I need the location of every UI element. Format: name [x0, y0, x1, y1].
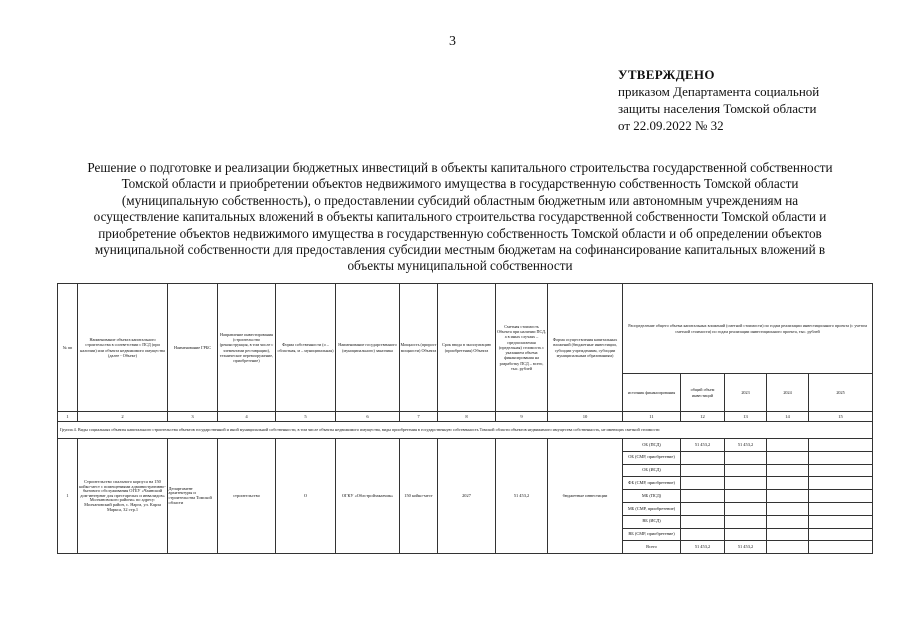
source-label-cell: ВБ (СМР, приобретение) [623, 528, 681, 541]
header-term: Срок ввода в эксплуатацию (приобретения) Объекта [438, 284, 496, 412]
investment-table [57, 283, 873, 554]
row-capacity-cell: 150 койко-мест [400, 439, 438, 554]
source-2023-cell [725, 528, 767, 541]
column-number-cell: 15 [809, 412, 873, 422]
source-label-cell: ОБ (СМР, приобретение) [623, 451, 681, 464]
source-2023-cell [725, 490, 767, 503]
source-2025-cell [809, 502, 873, 515]
header-row [58, 284, 873, 374]
approval-line-2: защиты населения Томской области [618, 101, 817, 116]
approval-line-1: приказом Департамента социальной [618, 84, 820, 99]
source-label-cell: МБ (СМР, приобретение) [623, 502, 681, 515]
source-2024-cell [767, 464, 809, 477]
row-developer-cell: ОГКУ «Облстройзаказчик» [336, 439, 400, 554]
row-num-cell: 1 [58, 439, 78, 554]
approval-line-3: от 22.09.2022 № 32 [618, 118, 724, 133]
row-term-cell: 2027 [438, 439, 496, 554]
approval-block [618, 66, 819, 134]
title-line: приобретение объектов недвижимого имущества в государственную собственность Томской области и об определении объектов [98, 225, 822, 241]
source-2025-cell [809, 451, 873, 464]
source-2025-cell [809, 490, 873, 503]
source-2023-cell: 51 453,2 [725, 439, 767, 452]
source-2023-cell [725, 464, 767, 477]
source-2024-cell [767, 451, 809, 464]
header-distribution: Распределение общего объема капитальных вложений (сметной стоимости) по годам реализации инвестиционного проекта (с учетом сметной стоимости) по годам реализации инвестиционного проекта, тыс. рублей [623, 284, 873, 374]
source-label-cell: ФБ (СМР, приобретение) [623, 477, 681, 490]
header-2025: 2025 [809, 374, 873, 412]
source-2023-cell [725, 502, 767, 515]
title-line: Томской области и приобретении объектов недвижимого имущества в государственную собственность Томской области [121, 176, 799, 192]
header-source: источник финансирования [623, 374, 681, 412]
source-2024-cell [767, 541, 809, 554]
source-2025-cell [809, 528, 873, 541]
source-total-cell [681, 451, 725, 464]
column-number-cell: 9 [496, 412, 548, 422]
header-2023: 2023 [725, 374, 767, 412]
source-2025-cell [809, 541, 873, 554]
source-total-cell [681, 515, 725, 528]
approval-heading: УТВЕРЖДЕНО [618, 67, 715, 82]
source-2024-cell [767, 502, 809, 515]
title-line: осуществление капитальных вложений в объекты капитального строительства государственной собственности Томской области и [93, 209, 827, 225]
source-label-cell: ВБ (ИСД) [623, 515, 681, 528]
source-total-cell [681, 490, 725, 503]
source-total-cell [681, 528, 725, 541]
header-capacity: Мощность (прирост мощности) Объекта [400, 284, 438, 412]
table-row [58, 439, 873, 452]
column-number-cell: 7 [400, 412, 438, 422]
column-number-cell: 5 [276, 412, 336, 422]
header-form: Форма осуществления капитальных вложений (бюджетные инвестиции, субсидии учреждениям, субсидии муниципальным образованиям) [548, 284, 623, 412]
column-number-cell: 1 [58, 412, 78, 422]
source-total-cell [681, 477, 725, 490]
page-number: 3 [449, 34, 456, 49]
source-2023-cell [725, 515, 767, 528]
source-total-cell [681, 502, 725, 515]
document-title [60, 160, 860, 275]
column-number-cell: 2 [78, 412, 168, 422]
column-number-cell: 6 [336, 412, 400, 422]
header-direction: Направление инвестирования (строительство (реконструкция, в том числе с элементами реставрации), техническое перевооружение, приобретение) [218, 284, 276, 412]
source-total-cell: 51 453,2 [681, 439, 725, 452]
source-2024-cell [767, 528, 809, 541]
source-label-cell: ОБ (ПСД) [623, 439, 681, 452]
source-label-cell: ОБ (ИСД) [623, 464, 681, 477]
group-row [58, 422, 873, 439]
row-direction-cell: строительство [218, 439, 276, 554]
source-label-cell: Всего [623, 541, 681, 554]
column-number-cell: 11 [623, 412, 681, 422]
header-ownership: Форма собственности (о – областная, м – муниципальная) [276, 284, 336, 412]
source-total-cell [681, 464, 725, 477]
column-number-cell: 4 [218, 412, 276, 422]
source-total-cell: 51 453,2 [681, 541, 725, 554]
column-numbers-row [58, 412, 873, 422]
title-line: (муниципальную собственность), о предоставлении субсидий областным бюджетным или автономным учреждениям на [121, 192, 799, 208]
source-2025-cell [809, 515, 873, 528]
title-line: муниципальной собственности для предоставления субсидии местным бюджетам на софинансирование капитальных вложений в [94, 242, 826, 258]
header-cost: Сметная стоимость Объекта при наличии ПСД, а в иных случаях – предполагаемая (предельная) стоимость с указанием объема финансирования на разработку ПСД – всего, тыс. рублей [496, 284, 548, 412]
source-2023-cell [725, 477, 767, 490]
row-name-cell: Строительство спального корпуса на 150 койко-мест с помещениями административно-бытового обслуживания ОГБУ «Чаинский дом-интернат для престарелых и инвалидов» Молчановского района» по адресу: Молчановский район, с. Нарга, ул. Карла Маркса, 32 стр.1 [78, 439, 168, 554]
column-number-cell: 8 [438, 412, 496, 422]
column-number-cell: 13 [725, 412, 767, 422]
source-label-cell: МБ (ПСД) [623, 490, 681, 503]
header-total: общий объем инвестиций [681, 374, 725, 412]
column-number-cell: 12 [681, 412, 725, 422]
header-grbs: Наименование ГРБС [168, 284, 218, 412]
header-num: № пп [58, 284, 78, 412]
source-2024-cell [767, 477, 809, 490]
row-cost-cell: 51 453,2 [496, 439, 548, 554]
column-number-cell: 14 [767, 412, 809, 422]
source-2023-cell: 51 453,2 [725, 541, 767, 554]
row-ownership-cell: О [276, 439, 336, 554]
source-2024-cell [767, 439, 809, 452]
table-body [58, 439, 873, 554]
header-2024: 2024 [767, 374, 809, 412]
source-2025-cell [809, 477, 873, 490]
row-form-cell: бюджетные инвестиции [548, 439, 623, 554]
column-number-cell: 10 [548, 412, 623, 422]
header-developer: Наименование государственного (муниципального) заказчика [336, 284, 400, 412]
row-grbs-cell: Департамент архитектуры и строительства Томской области [168, 439, 218, 554]
source-2024-cell [767, 515, 809, 528]
title-line: объекты муниципальной собственности [347, 258, 573, 274]
column-number-cell: 3 [168, 412, 218, 422]
source-2024-cell [767, 490, 809, 503]
title-line: Решение о подготовке и реализации бюджетных инвестиций в объекты капитального строительства государственной собственности [87, 160, 833, 175]
source-2025-cell [809, 439, 873, 452]
source-2025-cell [809, 464, 873, 477]
header-name: Наименование объекта капитального строительства в соответствии с ПСД (при наличии) или объекта недвижимого имущества (далее - Объект) [78, 284, 168, 412]
group-caption: Группа 4. Виды социальных объекты капитального строительства объектов государственной и иной муниципальной собственности, в том числе объекты недвижимого имущества, виды приобретения в государственную собственность Томской области объектов недвижимого имущества собственность, не имеющих сметной стоимости [58, 422, 873, 439]
source-2023-cell [725, 451, 767, 464]
